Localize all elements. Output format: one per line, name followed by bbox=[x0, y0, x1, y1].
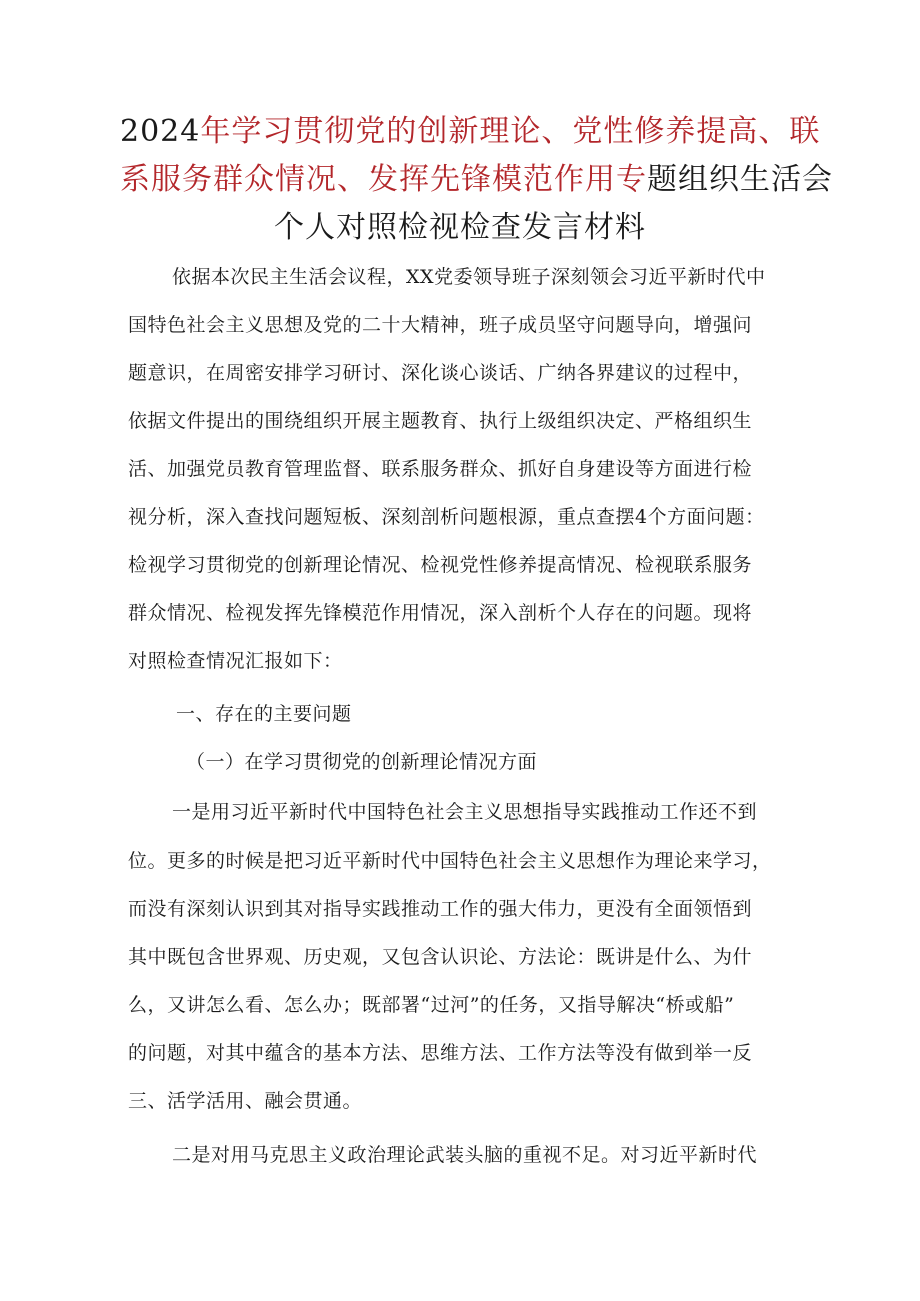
intro-line: 依据文件提出的围绕组织开展主题教育、执行上级组织决定、严格组织生 bbox=[128, 410, 753, 432]
intro-line: 检视学习贯彻党的创新理论情况、检视党性修养提高情况、检视联系服务 bbox=[128, 554, 753, 576]
title-line-2 bbox=[120, 156, 833, 204]
intro-line: 题意识，在周密安排学习研讨、深化谈心谈话、广纳各界建议的过程中， bbox=[128, 362, 753, 384]
intro-line: 群众情况、检视发挥先锋模范作用情况，深入剖析个人存在的问题。现将 bbox=[128, 602, 753, 624]
paragraph-line: 的问题，对其中蕴含的基本方法、思维方法、工作方法等没有做到举一反 bbox=[128, 1042, 753, 1064]
paragraph-line: 而没有深刻认识到其对指导实践推动工作的强大伟力，更没有全面领悟到 bbox=[128, 898, 753, 920]
title-year: 2024 bbox=[120, 114, 201, 149]
document-title bbox=[120, 108, 833, 252]
paragraph-line: 二是对用马克思主义政治理论武装头脑的重视不足。对习近平新时代 bbox=[172, 1144, 758, 1166]
intro-line: 视分析，深入查找问题短板、深刻剖析问题根源，重点查摆4个方面问题： bbox=[128, 506, 765, 528]
paragraph-line: 位。更多的时候是把习近平新时代中国特色社会主义思想作为理论来学习， bbox=[128, 850, 772, 872]
title-line-2-dark-text: 题组织生活会 bbox=[647, 162, 833, 197]
section-heading: 一、存在的主要问题 bbox=[176, 703, 352, 725]
title-line-1-text: 年学习贯彻党的创新理论、党性修养提高、联 bbox=[200, 114, 821, 149]
paragraph-line: 三、活学活用、融会贯通。 bbox=[128, 1090, 363, 1112]
paragraph-line: 一是用习近平新时代中国特色社会主义思想指导实践推动工作还不到 bbox=[172, 801, 758, 823]
intro-line: 活、加强党员教育管理监督、联系服务群众、抓好自身建设等方面进行检 bbox=[128, 458, 753, 480]
intro-line: 依据本次民主生活会议程，XX党委领导班子深刻领会习近平新时代中 bbox=[172, 266, 766, 288]
title-line-2-red-text: 系服务群众情况、发挥先锋模范作用专 bbox=[120, 162, 647, 197]
paragraph-line: 其中既包含世界观、历史观，又包含认识论、方法论：既讲是什么、为什 bbox=[128, 946, 753, 968]
intro-line: 国特色社会主义思想及党的二十大精神，班子成员坚守问题导向，增强问 bbox=[128, 314, 753, 336]
intro-line: 对照检查情况汇报如下： bbox=[128, 650, 343, 672]
subsection-heading: （一）在学习贯彻党的创新理论情况方面 bbox=[186, 751, 538, 773]
title-line-3: 个人对照检视检查发言材料 bbox=[274, 210, 646, 245]
title-line-1 bbox=[120, 108, 821, 156]
paragraph-line: 么，又讲怎么看、怎么办；既部署“过河”的任务，又指导解决“桥或船” bbox=[128, 994, 735, 1016]
